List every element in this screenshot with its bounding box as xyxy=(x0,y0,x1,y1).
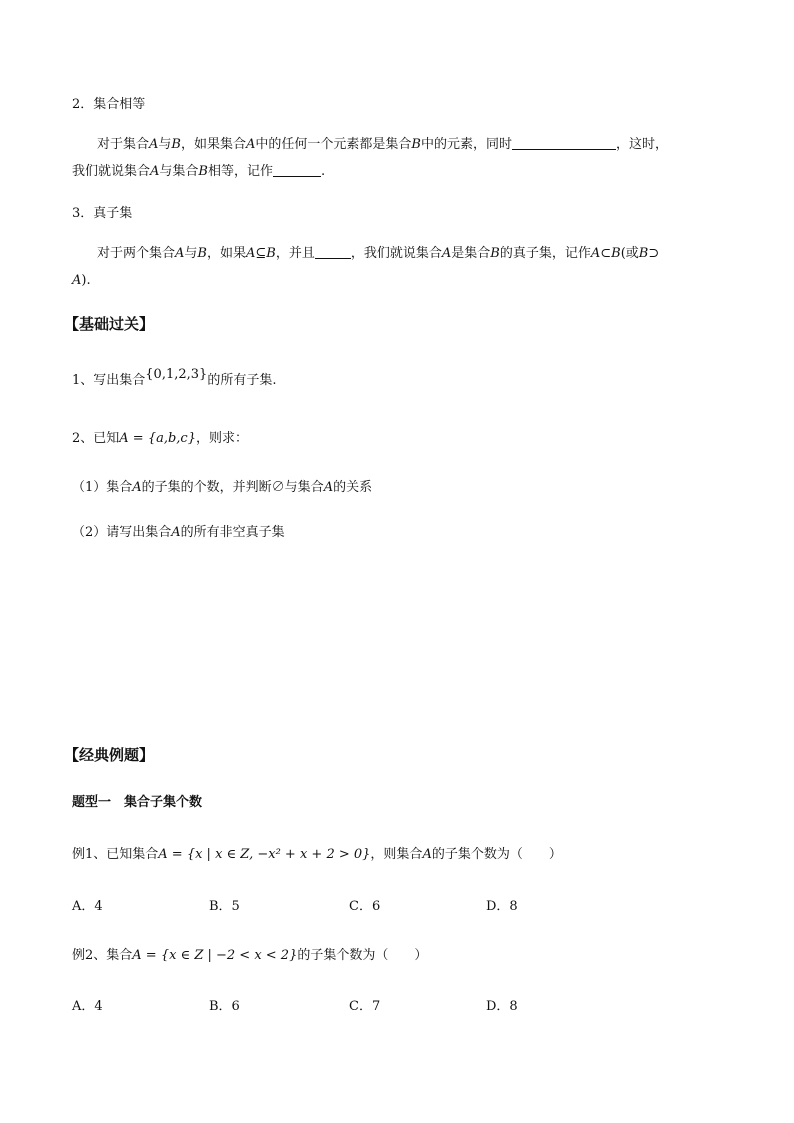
basics-question-2: 2、已知A = {a,b,c}，则求： xyxy=(72,431,249,446)
examples-title: 【经典例题】 xyxy=(64,746,155,764)
example-2-option-a: A．4 xyxy=(72,999,103,1014)
section-2-paragraph-line-2: 我们就说集合A与集合B相等，记作 . xyxy=(72,164,326,179)
basics-question-1: 1、写出集合{0,1,2,3}的所有子集. xyxy=(72,367,277,388)
basics-title: 【基础过关】 xyxy=(64,315,155,333)
section-3-paragraph-line-2: A). xyxy=(72,273,91,288)
section-3-heading: 3．真子集 xyxy=(72,206,133,221)
fill-blank[interactable] xyxy=(512,136,616,150)
fill-blank[interactable] xyxy=(273,163,321,177)
type-1-heading: 题型一 集合子集个数 xyxy=(72,795,203,810)
example-2-option-b: B．6 xyxy=(209,999,240,1014)
section-2-paragraph-line-1: 对于集合A与B，如果集合A中的任何一个元素都是集合B中的元素，同时 ，这时， xyxy=(97,137,668,152)
section-3-paragraph-line-1: 对于两个集合A与B，如果A⊆B，并且 ，我们就说集合A是集合B的真子集，记作A⊂B(或B⊃ xyxy=(97,246,660,261)
example-2-option-d: D．8 xyxy=(486,999,518,1014)
example-2-option-c: C．7 xyxy=(349,999,381,1014)
fill-blank[interactable] xyxy=(315,245,351,259)
example-1-option-a: A．4 xyxy=(72,899,103,914)
example-1-option-b: B．5 xyxy=(209,899,240,914)
basics-question-2-part-1: （1）集合A的子集的个数，并判断∅与集合A的关系 xyxy=(72,480,373,495)
example-1-option-d: D．8 xyxy=(486,899,518,914)
example-1-question: 例1、已知集合A = {x | x ∈ Z, −x² + x + 2 > 0}，则集合A的子集个数为（ ） xyxy=(72,847,562,862)
basics-question-2-part-2: （2）请写出集合A的所有非空真子集 xyxy=(72,525,285,540)
section-2-heading: 2．集合相等 xyxy=(72,97,146,112)
example-1-option-c: C．6 xyxy=(349,899,381,914)
example-2-question: 例2、集合A = {x ∈ Z | −2 < x < 2}的子集个数为（ ） xyxy=(72,948,428,963)
